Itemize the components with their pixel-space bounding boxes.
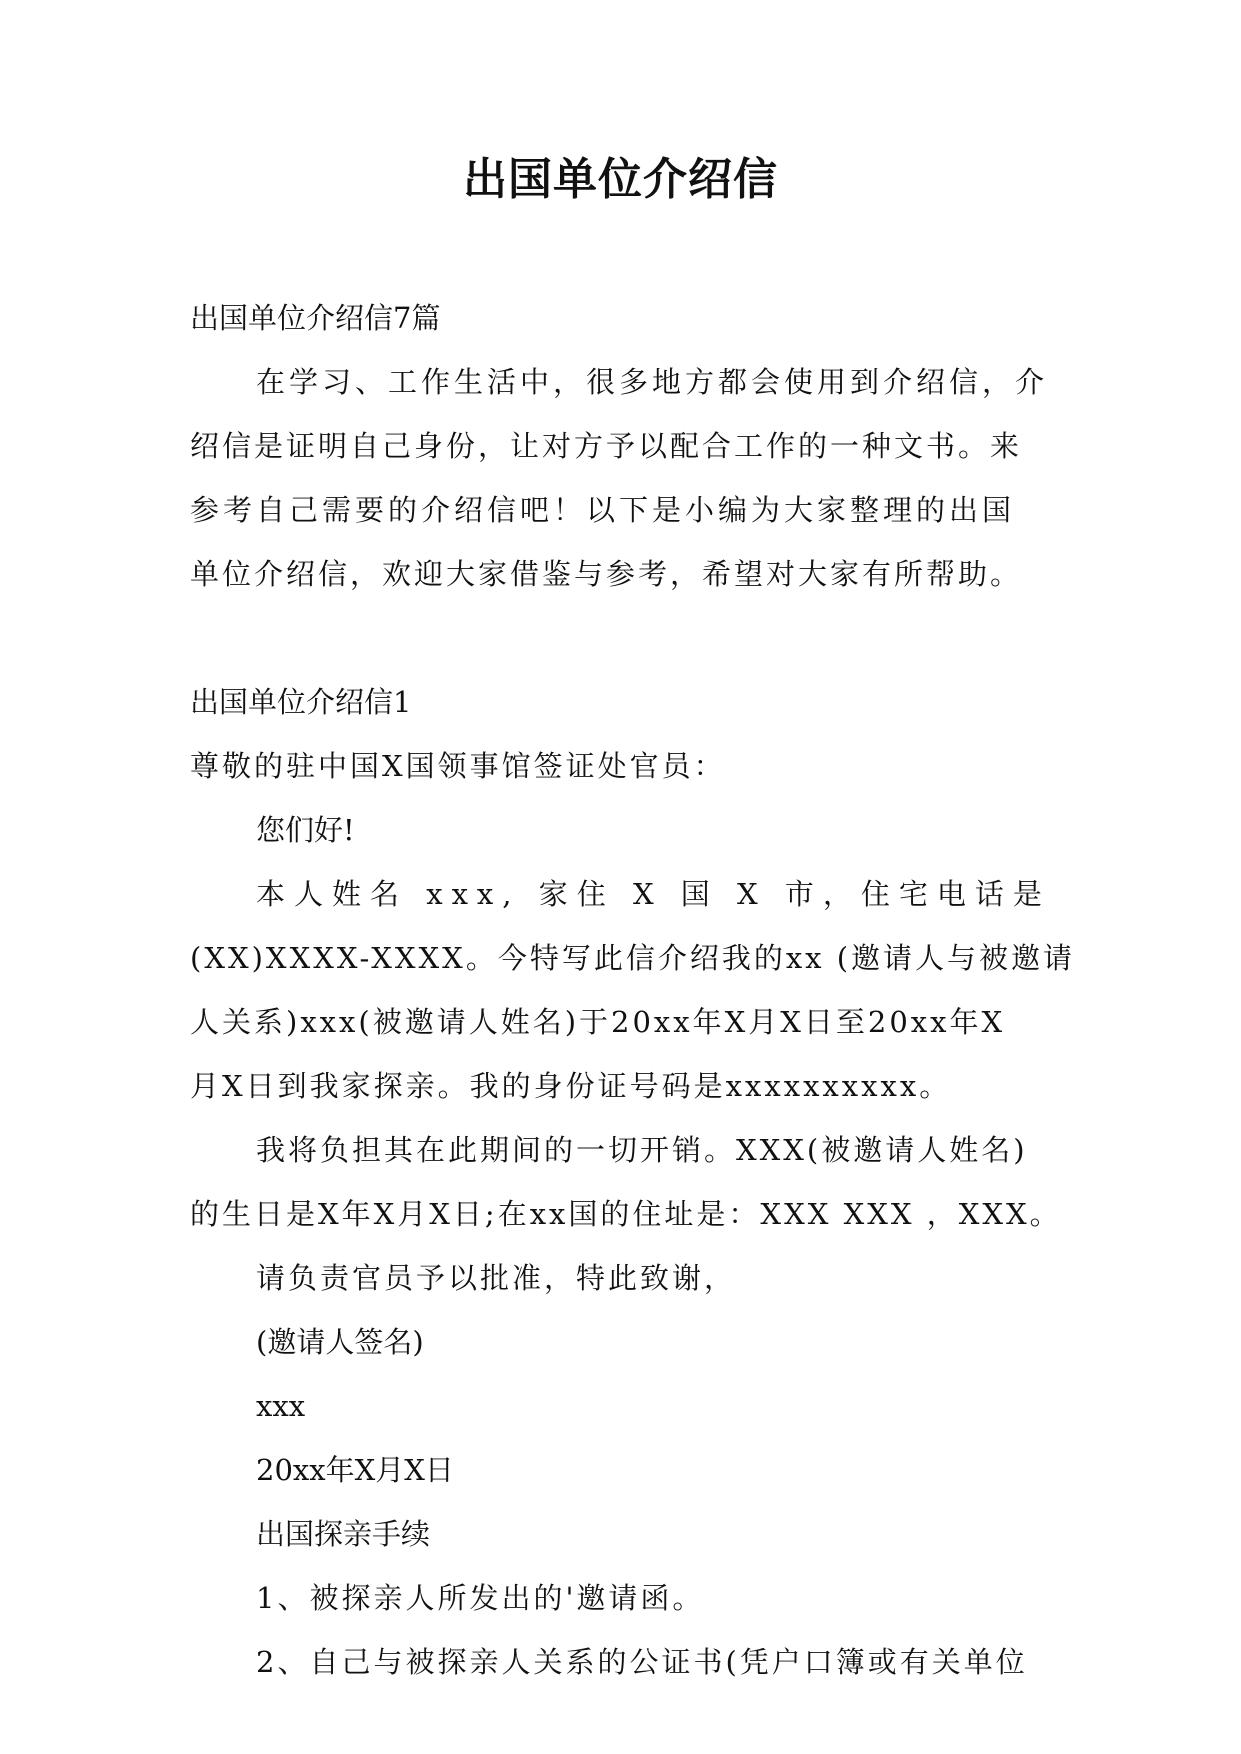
letter-closing: 请负责官员予以批准，特此致谢， <box>256 1261 737 1295</box>
letter-greeting: 您们好! <box>256 813 355 847</box>
letter-body-line: 本人姓名 xxx, 家住 X 国 X 市，住宅电话是 <box>256 877 1051 911</box>
document-body <box>190 286 1076 1694</box>
intro-line: 参考自己需要的介绍信吧！以下是小编为大家整理的出国 <box>190 493 1016 527</box>
document-subtitle: 出国单位介绍信7篇 <box>190 301 441 335</box>
letter-body-line: 我将负担其在此期间的一切开销。XXX(被邀请人姓名) <box>256 1133 1028 1167</box>
signature-label: (邀请人签名) <box>256 1325 424 1359</box>
letter-body-line: (XX)XXXX-XXXX。今特写此信介绍我的xx (邀请人与被邀请 <box>190 941 1076 975</box>
letter-salutation: 尊敬的驻中国X国领事馆签证处官员： <box>190 749 726 783</box>
letter-body-line: 人关系)xxx(被邀请人姓名)于20xx年X月X日至20xx年X <box>190 1005 1006 1039</box>
letter-heading: 出国单位介绍信1 <box>190 685 412 719</box>
letter-body-line: 月X日到我家探亲。我的身份证号码是xxxxxxxxxx。 <box>190 1069 952 1103</box>
letter-date: 20xx年X月X日 <box>256 1453 454 1487</box>
letter-body-line: 的生日是X年X月X日;在xx国的住址是：XXX XXX ，XXX。 <box>190 1197 1062 1231</box>
procedure-item: 2、自己与被探亲人关系的公证书(凭户口簿或有关单位 <box>256 1645 1028 1679</box>
intro-line: 单位介绍信，欢迎大家借鉴与参考，希望对大家有所帮助。 <box>190 557 1023 591</box>
document-title: 出国单位介绍信 <box>463 154 778 205</box>
procedures-title: 出国探亲手续 <box>256 1517 431 1551</box>
intro-line: 在学习、工作生活中，很多地方都会使用到介绍信，介 <box>256 365 1049 399</box>
paragraph-gap <box>190 606 1050 670</box>
signer-name: xxx <box>256 1389 306 1423</box>
intro-line: 绍信是证明自己身份，让对方予以配合工作的一种文书。来 <box>190 429 1023 463</box>
procedure-item: 1、被探亲人所发出的'邀请函。 <box>256 1581 705 1615</box>
